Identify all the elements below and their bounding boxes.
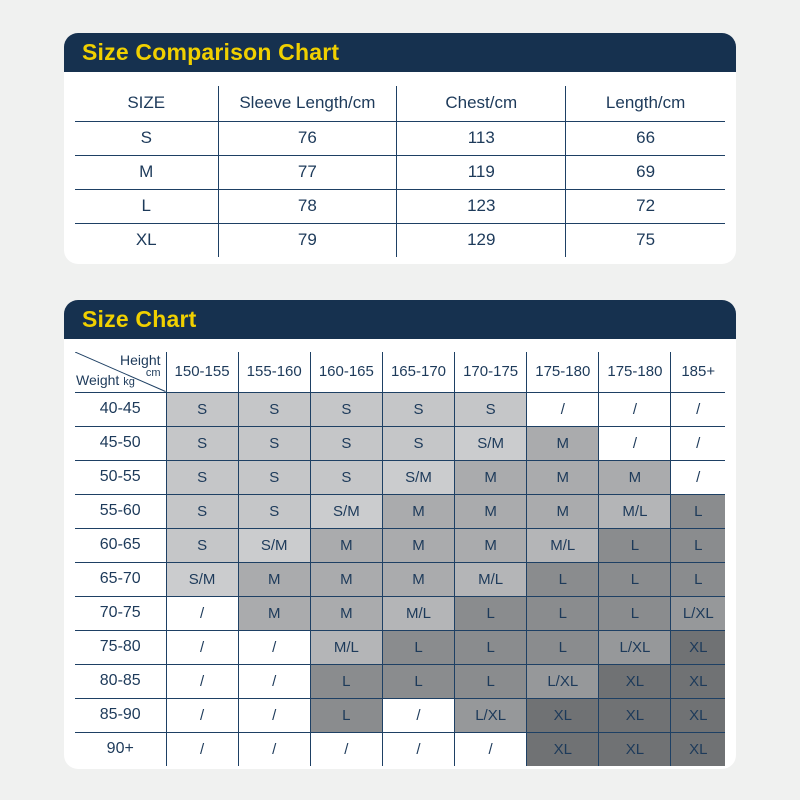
weight-axis-label — [76, 373, 135, 390]
size-recommendation-cell: / — [599, 392, 671, 426]
weight-row-label: 55-60 — [75, 494, 166, 528]
weight-row-label: 70-75 — [75, 596, 166, 630]
size-recommendation-cell: L — [310, 664, 382, 698]
size-label: L — [75, 189, 218, 223]
weight-axis-text: Weight — [76, 371, 120, 388]
size-recommendation-cell: M — [310, 562, 382, 596]
measurement-value: 76 — [218, 121, 397, 155]
height-axis-unit: cm — [145, 367, 161, 379]
size-recommendation-cell: L — [599, 528, 671, 562]
axis-corner-cell — [75, 352, 166, 392]
size-chart-header-row — [75, 352, 725, 392]
measurement-value: 78 — [218, 189, 397, 223]
size-recommendation-cell: L — [527, 596, 599, 630]
size-chart-row — [75, 392, 725, 426]
size-recommendation-cell: / — [166, 664, 238, 698]
size-chart-row — [75, 732, 725, 766]
size-recommendation-cell: / — [238, 664, 310, 698]
size-recommendation-cell: L/XL — [671, 596, 725, 630]
height-column-header: 175-180 — [599, 352, 671, 392]
size-chart-row — [75, 664, 725, 698]
size-recommendation-cell: XL — [671, 664, 725, 698]
comparison-column-header: Sleeve Length/cm — [218, 86, 397, 121]
size-recommendation-cell: L — [455, 664, 527, 698]
size-recommendation-cell: M/L — [455, 562, 527, 596]
weight-axis-unit: kg — [123, 375, 135, 388]
weight-row-label: 50-55 — [75, 460, 166, 494]
size-recommendation-cell: S — [382, 392, 454, 426]
weight-row-label: 75-80 — [75, 630, 166, 664]
size-recommendation-cell: L — [527, 630, 599, 664]
size-label: XL — [75, 223, 218, 257]
size-chart-header — [64, 300, 736, 339]
size-recommendation-cell: / — [238, 698, 310, 732]
size-recommendation-cell: L — [671, 494, 725, 528]
size-chart-body — [64, 352, 736, 766]
size-recommendation-cell: M — [455, 460, 527, 494]
height-column-header: 150-155 — [166, 352, 238, 392]
size-recommendation-cell: S/M — [455, 426, 527, 460]
size-chart-panel — [64, 300, 736, 769]
comparison-column-header: Length/cm — [566, 86, 725, 121]
size-chart-row — [75, 528, 725, 562]
size-recommendation-cell: / — [671, 392, 725, 426]
size-recommendation-cell: L — [671, 562, 725, 596]
size-recommendation-cell: M — [527, 494, 599, 528]
measurement-value: 69 — [566, 155, 725, 189]
size-recommendation-cell: M — [382, 494, 454, 528]
size-recommendation-cell: M — [310, 596, 382, 630]
size-recommendation-cell: M — [527, 460, 599, 494]
size-recommendation-cell: S/M — [238, 528, 310, 562]
weight-row-label: 85-90 — [75, 698, 166, 732]
size-comparison-title: Size Comparison Chart — [82, 39, 340, 65]
size-recommendation-cell: XL — [671, 732, 725, 766]
size-recommendation-cell: / — [671, 426, 725, 460]
size-recommendation-cell: M/L — [310, 630, 382, 664]
size-recommendation-cell: S — [238, 460, 310, 494]
weight-row-label: 90+ — [75, 732, 166, 766]
measurement-value: 75 — [566, 223, 725, 257]
weight-row-label: 60-65 — [75, 528, 166, 562]
size-recommendation-cell: S/M — [382, 460, 454, 494]
size-recommendation-cell: M — [599, 460, 671, 494]
size-recommendation-cell: M — [382, 528, 454, 562]
size-recommendation-cell: S — [455, 392, 527, 426]
size-recommendation-cell: M/L — [599, 494, 671, 528]
size-recommendation-cell: XL — [671, 698, 725, 732]
size-chart-row — [75, 426, 725, 460]
size-recommendation-cell: L — [382, 664, 454, 698]
size-recommendation-cell: / — [455, 732, 527, 766]
size-recommendation-cell: M — [382, 562, 454, 596]
measurement-value: 77 — [218, 155, 397, 189]
size-recommendation-cell: / — [166, 732, 238, 766]
comparison-header-row — [75, 86, 725, 121]
size-recommendation-cell: S — [166, 528, 238, 562]
size-recommendation-cell: / — [527, 392, 599, 426]
height-column-header: 155-160 — [238, 352, 310, 392]
comparison-row — [75, 155, 725, 189]
size-recommendation-cell: XL — [527, 732, 599, 766]
comparison-column-header: SIZE — [75, 86, 218, 121]
size-recommendation-cell: S — [310, 426, 382, 460]
size-recommendation-cell: XL — [527, 698, 599, 732]
size-recommendation-cell: S — [382, 426, 454, 460]
weight-row-label: 40-45 — [75, 392, 166, 426]
size-chart-title: Size Chart — [82, 306, 197, 332]
weight-row-label: 65-70 — [75, 562, 166, 596]
size-recommendation-cell: S — [310, 392, 382, 426]
comparison-row — [75, 189, 725, 223]
size-chart-row — [75, 630, 725, 664]
size-recommendation-cell: L/XL — [527, 664, 599, 698]
size-recommendation-cell: / — [310, 732, 382, 766]
size-recommendation-cell: L — [310, 698, 382, 732]
size-recommendation-cell: S — [238, 494, 310, 528]
height-column-header: 160-165 — [310, 352, 382, 392]
size-recommendation-cell: S — [166, 392, 238, 426]
size-recommendation-cell: XL — [599, 732, 671, 766]
size-chart-row — [75, 494, 725, 528]
measurement-value: 72 — [566, 189, 725, 223]
height-axis-text: Height — [120, 352, 161, 368]
size-recommendation-cell: M/L — [527, 528, 599, 562]
measurement-value: 113 — [397, 121, 566, 155]
size-recommendation-cell: S/M — [310, 494, 382, 528]
height-column-header: 170-175 — [455, 352, 527, 392]
height-column-header: 165-170 — [382, 352, 454, 392]
size-recommendation-cell: L — [599, 596, 671, 630]
weight-row-label: 80-85 — [75, 664, 166, 698]
size-recommendation-cell: M — [238, 596, 310, 630]
size-recommendation-cell: S — [238, 426, 310, 460]
size-recommendation-cell: S — [310, 460, 382, 494]
size-chart-row — [75, 596, 725, 630]
size-recommendation-cell: / — [166, 596, 238, 630]
size-comparison-panel — [64, 33, 736, 264]
size-recommendation-cell: / — [166, 698, 238, 732]
size-recommendation-cell: XL — [599, 698, 671, 732]
size-recommendation-cell: L — [527, 562, 599, 596]
size-chart-row — [75, 460, 725, 494]
size-recommendation-cell: / — [238, 732, 310, 766]
size-recommendation-cell: L/XL — [455, 698, 527, 732]
measurement-value: 119 — [397, 155, 566, 189]
size-recommendation-cell: L — [599, 562, 671, 596]
size-chart-row — [75, 562, 725, 596]
measurement-value: 123 — [397, 189, 566, 223]
size-recommendation-cell: S — [166, 426, 238, 460]
size-recommendation-cell: M/L — [382, 596, 454, 630]
comparison-column-header: Chest/cm — [397, 86, 566, 121]
height-column-header: 185+ — [671, 352, 725, 392]
size-recommendation-cell: S/M — [166, 562, 238, 596]
size-recommendation-cell: / — [671, 460, 725, 494]
size-comparison-table — [75, 86, 725, 257]
size-recommendation-cell: S — [166, 494, 238, 528]
comparison-row — [75, 223, 725, 257]
size-recommendation-cell: L — [455, 596, 527, 630]
size-label: S — [140, 128, 152, 147]
size-recommendation-cell: M — [527, 426, 599, 460]
comparison-row — [75, 121, 725, 155]
size-recommendation-cell: XL — [599, 664, 671, 698]
size-recommendation-cell: L — [455, 630, 527, 664]
size-recommendation-cell: L — [382, 630, 454, 664]
size-recommendation-cell: / — [238, 630, 310, 664]
measurement-value: 79 — [218, 223, 397, 257]
size-recommendation-cell: / — [599, 426, 671, 460]
size-comparison-header — [64, 33, 736, 72]
size-recommendation-cell: M — [455, 494, 527, 528]
measurement-value: 66 — [566, 121, 725, 155]
size-comparison-body — [64, 86, 736, 257]
size-recommendation-cell: XL — [671, 630, 725, 664]
measurement-value: 129 — [397, 223, 566, 257]
size-label: M — [75, 155, 218, 189]
weight-row-label: 45-50 — [75, 426, 166, 460]
size-recommendation-cell: S — [166, 460, 238, 494]
size-recommendation-cell: / — [382, 732, 454, 766]
size-chart-row — [75, 698, 725, 732]
height-column-header: 175-180 — [527, 352, 599, 392]
size-recommendation-cell: M — [238, 562, 310, 596]
size-recommendation-cell: M — [310, 528, 382, 562]
size-recommendation-cell: / — [166, 630, 238, 664]
size-chart-table — [75, 352, 725, 766]
size-recommendation-cell: L — [671, 528, 725, 562]
size-recommendation-cell: L/XL — [599, 630, 671, 664]
size-recommendation-cell: M — [455, 528, 527, 562]
size-recommendation-cell: S — [238, 392, 310, 426]
size-recommendation-cell: / — [382, 698, 454, 732]
